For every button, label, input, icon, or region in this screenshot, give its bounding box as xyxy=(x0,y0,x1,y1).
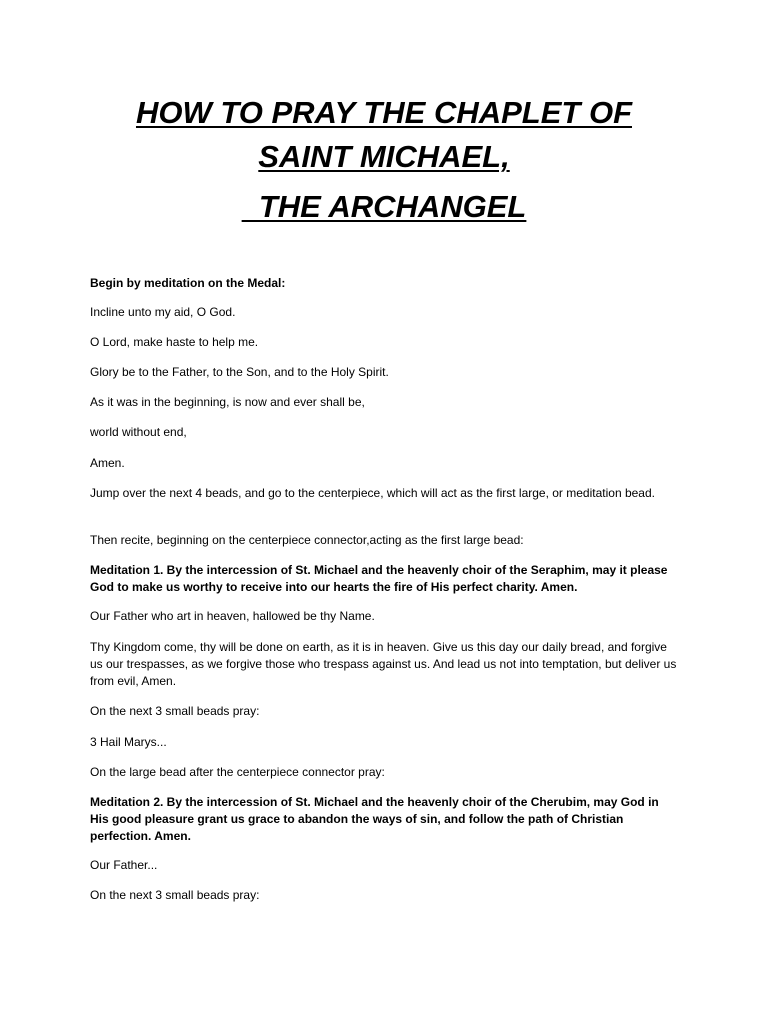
prayer-line: Incline unto my aid, O God. xyxy=(90,305,236,319)
instruction-paragraph: Then recite, beginning on the centerpiece connector,acting as the first large bead: xyxy=(90,533,524,547)
instruction-paragraph: On the next 3 small beads pray: xyxy=(90,704,260,718)
prayer-line: Our Father... xyxy=(90,858,158,872)
instruction-paragraph: On the next 3 small beads pray: xyxy=(90,888,260,902)
instruction-paragraph: On the large bead after the centerpiece connector pray: xyxy=(90,765,385,779)
prayer-line: world without end, xyxy=(90,425,187,439)
prayer-line: Our Father who art in heaven, hallowed be thy Name. xyxy=(90,609,375,623)
instruction-paragraph: Jump over the next 4 beads, and go to the centerpiece, which will act as the first large, or meditation bead. xyxy=(90,486,655,500)
meditation-2: Meditation 2. By the intercession of St. Michael and the heavenly choir of the Cherubim, may God in His good pleasure grant us grace to abandon the ways of sin, and follow the path of Christian perfection. Amen. xyxy=(90,795,659,843)
prayer-line: As it was in the beginning, is now and ever shall be, xyxy=(90,395,365,409)
prayer-line: Glory be to the Father, to the Son, and to the Holy Spirit. xyxy=(90,365,389,379)
title-line-3: THE ARCHANGEL xyxy=(241,189,527,224)
prayer-line: O Lord, make haste to help me. xyxy=(90,335,259,349)
title-line-1: HOW TO PRAY THE CHAPLET OF xyxy=(135,95,632,130)
title-line-2: SAINT MICHAEL, xyxy=(258,139,510,174)
section-heading-medal: Begin by meditation on the Medal: xyxy=(90,276,286,290)
prayer-line: Amen. xyxy=(90,456,125,470)
meditation-1: Meditation 1. By the intercession of St. Michael and the heavenly choir of the Seraphim, may it please God to make us worthy to receive into our hearts the fire of His perfect charity. Amen. xyxy=(90,563,668,594)
prayer-line: 3 Hail Marys... xyxy=(90,735,167,749)
our-father-paragraph: Thy Kingdom come, thy will be done on earth, as it is in heaven. Give us this day our daily bread, and forgive us our trespasses, as we forgive those who trespass against us. And lead us not into temptation, but deliver us from evil, Amen. xyxy=(90,640,677,688)
